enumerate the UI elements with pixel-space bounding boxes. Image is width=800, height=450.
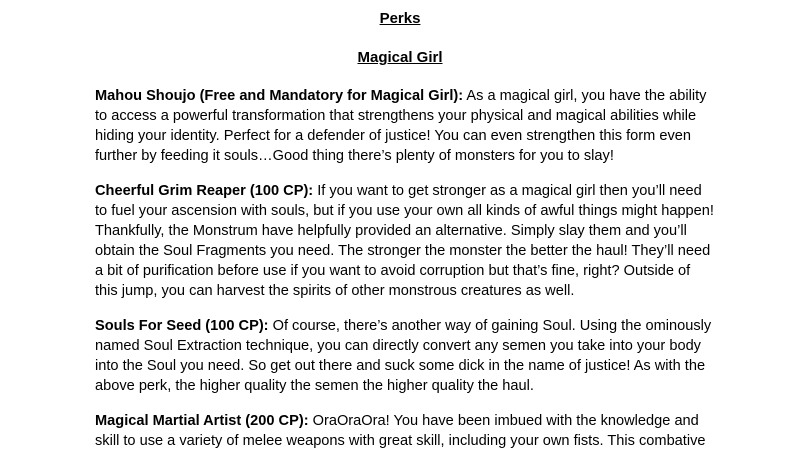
perk-line: to fuel your ascension with souls, but if you use your own all kinds of awful things might happen! <box>95 203 714 219</box>
perk-name: Mahou Shoujo (Free and Mandatory for Magical Girl): <box>95 88 464 104</box>
perk-line: obtain the Soul Fragments you need. The stronger the monster the better the haul! They’ll need <box>95 243 711 259</box>
perk-text: If you want to get stronger as a magical girl then you’ll need <box>313 183 702 199</box>
perk-line: above perk, the higher quality the semen the higher quality the haul. <box>95 378 534 394</box>
perk-paragraph <box>95 411 715 450</box>
perk-line: Thankfully, the Monstrum have helpfully provided an alternative. Simply slay them and you’ll <box>95 223 687 239</box>
perk-text: OraOraOra! You have been imbued with the knowledge and <box>308 413 699 429</box>
perk-name: Souls For Seed (100 CP): <box>95 318 269 334</box>
page-title: Perks <box>379 10 421 27</box>
perk-line: to access a powerful transformation that strengthens your physical and magical abilities while <box>95 108 697 124</box>
perk-name: Cheerful Grim Reaper (100 CP): <box>95 183 314 199</box>
perk-line: this jump, you can harvest the spirits of other monstrous creatures as well. <box>95 283 575 299</box>
perk-text: As a magical girl, you have the ability <box>463 88 707 104</box>
perk-name: Magical Martial Artist (200 CP): <box>95 413 309 429</box>
perk-paragraph <box>95 86 715 166</box>
perk-line <box>95 316 715 336</box>
perk-line: hiding your identity. Perfect for a defender of justice! You can even strengthen this form even <box>95 128 691 144</box>
perk-paragraph <box>95 181 715 301</box>
perk-line <box>95 181 715 201</box>
perk-line <box>95 86 715 106</box>
perk-line: a bit of purification before use if you want to avoid corruption but that’s fine, right? Outside of <box>95 263 691 279</box>
perk-paragraph <box>95 316 715 396</box>
perk-line <box>95 411 715 431</box>
perk-line: skill to use a variety of melee weapons with great skill, including your own fists. This combative <box>95 433 706 449</box>
section-heading: Magical Girl <box>357 49 443 66</box>
perk-text: Of course, there’s another way of gaining Soul. Using the ominously <box>268 318 712 334</box>
perk-line: further by feeding it souls…Good thing there’s plenty of monsters for you to slay! <box>95 148 614 164</box>
perk-line: named Soul Extraction technique, you can directly convert any semen you take into your body <box>95 338 701 354</box>
perk-line: into the Soul you need. So get out there and suck some dick in the name of justice! As with the <box>95 358 706 374</box>
